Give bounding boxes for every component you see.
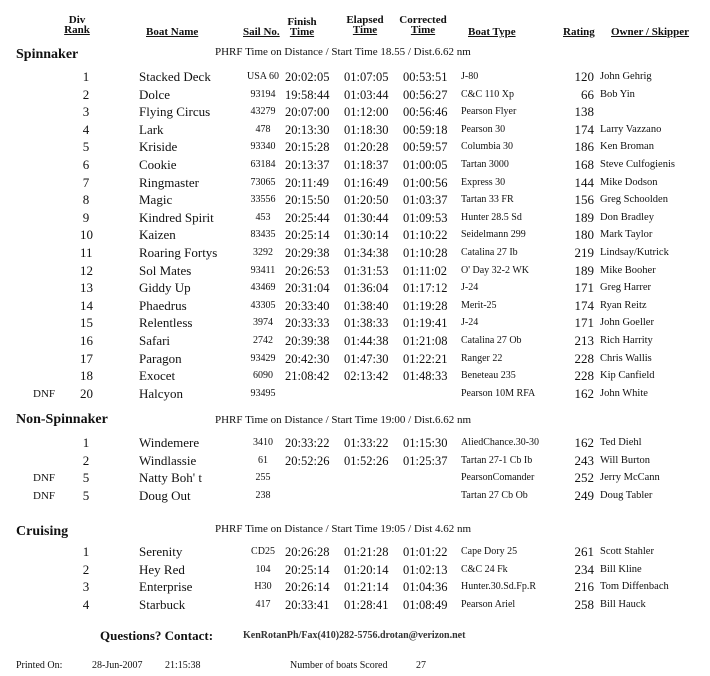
- table-row: [0, 156, 710, 174]
- boat-name: Phaedrus: [139, 297, 187, 313]
- rating: 174: [574, 121, 594, 137]
- elapsed-time: 01:03:44: [344, 87, 389, 102]
- boat-name: Stacked Deck: [139, 69, 211, 84]
- rating: 219: [574, 245, 594, 260]
- boat-type: Columbia 30: [461, 141, 513, 153]
- owner-skipper: Larry Vazzano: [600, 123, 662, 135]
- finish-time: 20:42:30: [285, 351, 330, 366]
- rating: 120: [574, 69, 594, 84]
- boat-type: Tartan 3000: [461, 159, 509, 170]
- boat-type: Pearson 10M RFA: [461, 387, 536, 399]
- table-row: [0, 596, 710, 614]
- finish-time: 20:13:30: [285, 122, 330, 137]
- rating: 234: [574, 561, 594, 577]
- elapsed-time: 01:30:14: [344, 228, 389, 243]
- table-row: [0, 434, 710, 452]
- boat-name: Kaizen: [139, 227, 176, 243]
- sail-no: 43305: [250, 299, 276, 311]
- boat-name: Exocet: [139, 368, 176, 384]
- elapsed-time: 01:44:38: [344, 334, 389, 348]
- div-rank: 4: [82, 121, 90, 137]
- boat-type: Catalina 27 Ib: [461, 247, 518, 258]
- div-rank: 15: [80, 315, 93, 331]
- corrected-time: 01:21:08: [403, 334, 448, 348]
- boat-name: Kriside: [139, 139, 178, 155]
- elapsed-time: 01:38:40: [344, 298, 389, 313]
- finish-time: 20:29:38: [285, 246, 330, 260]
- col-finish-label: Finish: [287, 16, 317, 28]
- corrected-time: 00:56:27: [403, 87, 448, 102]
- corrected-time: 01:15:30: [403, 436, 448, 450]
- table-row: [0, 578, 710, 596]
- div-rank: 2: [82, 86, 90, 102]
- owner-skipper: Chris Wallis: [600, 352, 652, 364]
- owner-skipper: Greg Harrer: [600, 282, 652, 294]
- finish-time: 20:26:14: [285, 580, 330, 595]
- sail-no: 104: [255, 563, 271, 575]
- owner-skipper: John Gehrig: [600, 71, 652, 82]
- rating: 189: [574, 262, 594, 278]
- rating: 249: [574, 487, 594, 503]
- owner-skipper: Bill Kline: [600, 563, 642, 575]
- div-rank: 5: [82, 139, 90, 155]
- section-title-cruising: Cruising: [16, 524, 69, 539]
- owner-skipper: Lindsay/Kutrick: [600, 247, 669, 258]
- div-rank: 6: [82, 157, 90, 172]
- div-rank: 20: [80, 385, 93, 401]
- rating: 186: [574, 139, 594, 155]
- boat-type: Express 30: [461, 176, 506, 188]
- corrected-time: 00:53:51: [403, 70, 448, 84]
- div-rank: 18: [80, 368, 93, 384]
- owner-skipper: Doug Tabler: [600, 489, 653, 501]
- col-elapsed-time-header: [342, 15, 388, 35]
- owner-skipper: Rich Harrity: [600, 335, 653, 346]
- div-rank: 9: [82, 209, 90, 225]
- owner-skipper: Bill Hauck: [600, 598, 646, 610]
- corrected-time: 01:48:33: [403, 369, 448, 384]
- corrected-time: 01:00:05: [403, 158, 448, 172]
- corrected-time: 01:22:21: [403, 351, 448, 366]
- boat-type: Tartan 27-1 Cb Ib: [461, 454, 533, 466]
- owner-skipper: Will Burton: [600, 454, 651, 466]
- col-finish-time-label: Time: [289, 26, 315, 38]
- owner-skipper: Bob Yin: [600, 88, 635, 100]
- col-rank-label: Rank: [64, 24, 90, 36]
- boat-type: C&C 24 Fk: [461, 563, 508, 575]
- sail-no: 453: [255, 211, 271, 223]
- elapsed-time: 01:31:53: [344, 263, 389, 278]
- boat-name: Hey Red: [139, 561, 185, 577]
- div-rank: 1: [82, 544, 90, 559]
- rating: 138: [574, 104, 594, 120]
- table-row: [0, 209, 710, 227]
- boat-type: Seidelmann 299: [461, 229, 526, 241]
- div-rank: 17: [80, 350, 93, 366]
- boat-name: Natty Boh' t: [139, 470, 203, 486]
- div-rank: 7: [82, 174, 90, 190]
- finish-time: 20:15:50: [285, 193, 330, 208]
- div-rank: 14: [80, 297, 93, 313]
- finish-time: 20:25:44: [285, 210, 330, 225]
- table-row: [0, 385, 710, 403]
- boat-type: Beneteau 235: [461, 370, 516, 382]
- div-rank: 11: [80, 245, 93, 260]
- owner-skipper: Ryan Reitz: [600, 299, 647, 311]
- rating: 213: [574, 333, 594, 348]
- corrected-time: 00:59:57: [403, 140, 448, 155]
- finish-time: 20:33:40: [285, 298, 330, 313]
- elapsed-time: 01:36:04: [344, 281, 389, 296]
- corrected-time: 01:02:13: [403, 562, 448, 577]
- sail-no: CD25: [251, 546, 275, 557]
- finish-time: 20:25:14: [285, 562, 330, 577]
- col-owner-header: Owner / Skipper: [611, 26, 690, 38]
- boat-name: Lark: [139, 121, 164, 137]
- boat-type: Cape Dory 25: [461, 546, 518, 557]
- finish-time: 21:08:42: [285, 369, 330, 384]
- rating: 180: [574, 227, 594, 243]
- corrected-time: 00:56:46: [403, 105, 448, 120]
- table-row: [0, 297, 710, 315]
- boat-type: PearsonComander: [461, 472, 535, 484]
- elapsed-time: 01:18:30: [344, 122, 389, 137]
- corrected-time: 01:19:28: [403, 298, 448, 313]
- corrected-time: 01:25:37: [403, 453, 448, 468]
- owner-skipper: Greg Schoolden: [600, 194, 668, 206]
- div-rank: 10: [80, 227, 93, 243]
- owner-skipper: Mark Taylor: [600, 229, 653, 241]
- rating: 171: [574, 315, 594, 331]
- boat-name: Starbuck: [139, 596, 186, 612]
- sail-no: 3292: [253, 247, 273, 258]
- div-rank: 3: [82, 579, 90, 595]
- owner-skipper: Steve Culfogienis: [600, 159, 675, 170]
- sail-no: 43279: [250, 106, 276, 118]
- owner-skipper: Scott Stahler: [600, 546, 654, 557]
- table-row: [0, 68, 710, 86]
- div-rank: 3: [82, 104, 90, 120]
- contact-info: KenRotanPh/Fax(410)282-5756.drotan@verizon.net: [243, 630, 466, 641]
- finish-time: 20:31:04: [285, 281, 330, 296]
- corrected-time: 01:09:53: [403, 210, 448, 225]
- sail-no: 6090: [253, 370, 273, 382]
- rating: 189: [574, 209, 594, 225]
- boat-type: Ranger 22: [461, 352, 503, 364]
- rating: 228: [574, 368, 594, 384]
- sail-no: 2742: [253, 335, 273, 346]
- owner-skipper: Mike Booher: [600, 264, 656, 276]
- elapsed-time: 01:21:14: [344, 580, 389, 595]
- owner-skipper: John White: [600, 387, 648, 399]
- rating: 261: [574, 544, 594, 559]
- elapsed-time: 01:07:05: [344, 70, 389, 84]
- boat-type: O' Day 32-2 WK: [461, 264, 529, 276]
- boat-type: Tartan 27 Cb Ob: [461, 489, 528, 501]
- boat-name: Giddy Up: [139, 280, 191, 296]
- sail-no: 93495: [250, 387, 276, 399]
- boat-type: Hunter 28.5 Sd: [461, 211, 522, 223]
- elapsed-time: 01:20:14: [344, 562, 389, 577]
- sail-no: 93194: [250, 88, 276, 100]
- sail-no: 255: [255, 472, 271, 484]
- owner-skipper: Ken Broman: [600, 141, 654, 153]
- owner-skipper: Kip Canfield: [600, 370, 655, 382]
- corrected-time: 01:00:56: [403, 175, 448, 190]
- section-info-non-spinnaker: PHRF Time on Distance / Start Time 19:00 / Dist.6.62 nm: [215, 414, 472, 426]
- owner-skipper: Jerry McCann: [600, 472, 660, 484]
- sail-no: H30: [254, 581, 272, 593]
- boat-name: Ringmaster: [139, 174, 199, 190]
- boat-type: AliedChance.30-30: [461, 437, 540, 448]
- sail-no: 33556: [250, 194, 276, 206]
- sail-no: 478: [255, 123, 271, 135]
- table-row: [0, 452, 710, 470]
- owner-skipper: Don Bradley: [600, 211, 654, 223]
- sail-no: USA 60: [247, 71, 279, 82]
- corrected-time: 00:59:18: [403, 122, 448, 137]
- boat-type: Merit-25: [461, 299, 497, 311]
- boat-type: J-24: [461, 282, 479, 294]
- finish-time: 20:26:53: [285, 263, 330, 278]
- rating: 252: [574, 470, 594, 486]
- elapsed-time: 02:13:42: [344, 369, 389, 384]
- col-div-rank-header: [62, 15, 92, 35]
- finish-time: 20:15:28: [285, 140, 330, 155]
- corrected-time: 01:04:36: [403, 580, 448, 595]
- col-rating-header: Rating: [563, 26, 595, 38]
- table-row: [0, 279, 710, 297]
- finish-time: 20:25:14: [285, 228, 330, 243]
- table-row: [0, 103, 710, 121]
- div-rank: 13: [80, 280, 93, 296]
- boat-type: J-80: [461, 71, 479, 82]
- rating: 66: [581, 86, 594, 102]
- boat-name: Serenity: [139, 544, 183, 559]
- sail-no: 83435: [250, 229, 276, 241]
- finish-time: 20:52:26: [285, 453, 330, 468]
- sail-no: 63184: [250, 159, 276, 170]
- table-row: [0, 226, 710, 244]
- corrected-time: 01:19:41: [403, 316, 448, 331]
- elapsed-time: 01:33:22: [344, 436, 389, 450]
- boat-type: Tartan 33 FR: [461, 194, 514, 206]
- sail-no: 93411: [250, 264, 276, 276]
- table-row: [0, 350, 710, 368]
- div-rank: 1: [82, 69, 90, 84]
- col-elapsed-label: Elapsed: [346, 14, 384, 26]
- div-rank: 4: [82, 596, 90, 612]
- corrected-time: 01:17:12: [403, 281, 448, 296]
- printed-label: Printed On:: [16, 660, 63, 671]
- elapsed-time: 01:20:28: [344, 140, 389, 155]
- rating: 174: [574, 297, 594, 313]
- printed-time: 21:15:38: [165, 660, 201, 671]
- finish-time: 20:33:41: [285, 597, 330, 612]
- rating: 144: [574, 174, 594, 190]
- finish-time: 20:26:28: [285, 545, 330, 559]
- section-info-spinnaker: PHRF Time on Distance / Start Time 18.55 / Dist.6.62 nm: [215, 46, 471, 58]
- section-title-spinnaker: Spinnaker: [16, 47, 79, 62]
- boat-name: Flying Circus: [139, 104, 211, 120]
- elapsed-time: 01:52:26: [344, 453, 389, 468]
- boat-name: Magic: [139, 192, 173, 208]
- table-row: [0, 314, 710, 332]
- elapsed-time: 01:28:41: [344, 597, 389, 612]
- finish-time: 20:13:37: [285, 158, 330, 172]
- table-row: [0, 138, 710, 156]
- table-row: [0, 332, 710, 350]
- section-title-non-spinnaker: Non-Spinnaker: [16, 412, 108, 427]
- div-rank: 5: [82, 487, 90, 503]
- rating: 216: [574, 579, 594, 595]
- boat-name: Roaring Fortys: [139, 245, 218, 260]
- table-row: [0, 191, 710, 209]
- elapsed-time: 01:38:33: [344, 316, 389, 331]
- sail-no: 93340: [250, 141, 276, 153]
- finish-time: 19:58:44: [285, 87, 330, 102]
- sail-no: 417: [255, 598, 271, 610]
- boat-type: Pearson Flyer: [461, 106, 517, 118]
- boat-name: Kindred Spirit: [139, 209, 214, 225]
- corrected-time: 01:11:02: [403, 263, 447, 278]
- finish-time: 20:02:05: [285, 70, 330, 84]
- div-rank: 1: [82, 435, 90, 450]
- corrected-time: 01:01:22: [403, 545, 448, 559]
- boat-type: J-24: [461, 317, 479, 329]
- col-boat-name-header: Boat Name: [146, 26, 199, 38]
- printed-date: 28-Jun-2007: [92, 660, 143, 671]
- owner-skipper: Ted Diehl: [600, 437, 642, 448]
- elapsed-time: 01:20:50: [344, 193, 389, 208]
- boat-type: Pearson Ariel: [461, 598, 516, 610]
- col-div-label: Div: [68, 14, 86, 26]
- table-row: [0, 244, 710, 262]
- dnf-status: DNF: [33, 387, 56, 400]
- finish-time: 20:33:33: [285, 316, 330, 331]
- table-row: [0, 262, 710, 280]
- boats-scored-label: Number of boats Scored: [290, 660, 388, 671]
- elapsed-time: 01:18:37: [344, 158, 389, 172]
- sail-no: 238: [255, 489, 271, 501]
- table-row: [0, 174, 710, 192]
- section-info-cruising: PHRF Time on Distance / Start Time 19:05 / Dist 4.62 nm: [215, 523, 472, 535]
- div-rank: 2: [82, 452, 90, 468]
- table-row: [0, 367, 710, 385]
- sail-no: 3410: [253, 437, 273, 448]
- rating: 171: [574, 280, 594, 296]
- rating: 258: [574, 596, 594, 612]
- boat-type: Pearson 30: [461, 123, 506, 135]
- sail-no: 3974: [253, 317, 273, 329]
- corrected-time: 01:03:37: [403, 193, 448, 208]
- sail-no: 73065: [250, 176, 276, 188]
- rating: 243: [574, 452, 594, 468]
- boat-name: Windemere: [139, 435, 200, 450]
- owner-skipper: Mike Dodson: [600, 176, 658, 188]
- sail-no: 93429: [250, 352, 276, 364]
- boat-name: Relentless: [139, 315, 193, 331]
- table-row: [0, 121, 710, 139]
- contact-label: Questions? Contact:: [100, 628, 214, 643]
- table-row: [0, 487, 710, 505]
- sail-no: 43469: [250, 282, 276, 294]
- owner-skipper: John Goeller: [600, 317, 654, 329]
- table-row: [0, 86, 710, 104]
- div-rank: 12: [80, 262, 93, 278]
- boat-name: Sol Mates: [139, 262, 192, 278]
- boat-name: Doug Out: [139, 487, 191, 503]
- elapsed-time: 01:21:28: [344, 545, 389, 559]
- boat-name: Windlassie: [139, 452, 197, 468]
- dnf-status: DNF: [33, 489, 56, 502]
- corrected-time: 01:08:49: [403, 597, 448, 612]
- elapsed-time: 01:12:00: [344, 105, 389, 120]
- rating: 168: [574, 157, 594, 172]
- table-row: [0, 543, 710, 561]
- finish-time: 20:39:38: [285, 334, 330, 348]
- div-rank: 5: [82, 470, 90, 486]
- boat-type: C&C 110 Xp: [461, 88, 514, 100]
- div-rank: 2: [82, 561, 90, 577]
- boat-name: Halcyon: [139, 385, 184, 401]
- boat-type: Catalina 27 Ob: [461, 335, 522, 346]
- elapsed-time: 01:34:38: [344, 246, 389, 260]
- col-finish-time-header: [285, 17, 319, 37]
- finish-time: 20:11:49: [285, 175, 329, 190]
- table-row: [0, 561, 710, 579]
- rating: 156: [574, 192, 594, 208]
- finish-time: 20:07:00: [285, 105, 330, 120]
- div-rank: 8: [82, 192, 90, 208]
- col-corrected-time-header: [395, 15, 451, 35]
- div-rank: 16: [80, 333, 93, 348]
- boats-scored-count: 27: [416, 660, 426, 671]
- col-elapsed-time-label: Time: [352, 24, 378, 36]
- col-boat-type-header: Boat Type: [468, 26, 516, 38]
- boat-name: Cookie: [139, 157, 177, 172]
- elapsed-time: 01:47:30: [344, 351, 389, 366]
- sail-no: 61: [258, 454, 268, 466]
- boat-type: Hunter.30.Sd.Fp.R: [461, 581, 537, 593]
- elapsed-time: 01:30:44: [344, 210, 389, 225]
- col-sail-no-header: Sail No.: [243, 26, 280, 38]
- boat-name: Dolce: [139, 86, 171, 102]
- elapsed-time: 01:16:49: [344, 175, 389, 190]
- boat-name: Enterprise: [139, 579, 193, 595]
- rating: 228: [574, 350, 594, 366]
- rating: 162: [574, 435, 594, 450]
- col-corrected-time-label: Time: [410, 24, 436, 36]
- rating: 162: [574, 385, 594, 401]
- col-corrected-label: Corrected: [399, 14, 447, 26]
- table-row: [0, 469, 710, 487]
- boat-name: Paragon: [139, 350, 182, 366]
- owner-skipper: Tom Diffenbach: [600, 581, 669, 593]
- dnf-status: DNF: [33, 472, 56, 485]
- boat-name: Safari: [139, 333, 171, 348]
- corrected-time: 01:10:28: [403, 246, 448, 260]
- corrected-time: 01:10:22: [403, 228, 448, 243]
- finish-time: 20:33:22: [285, 436, 330, 450]
